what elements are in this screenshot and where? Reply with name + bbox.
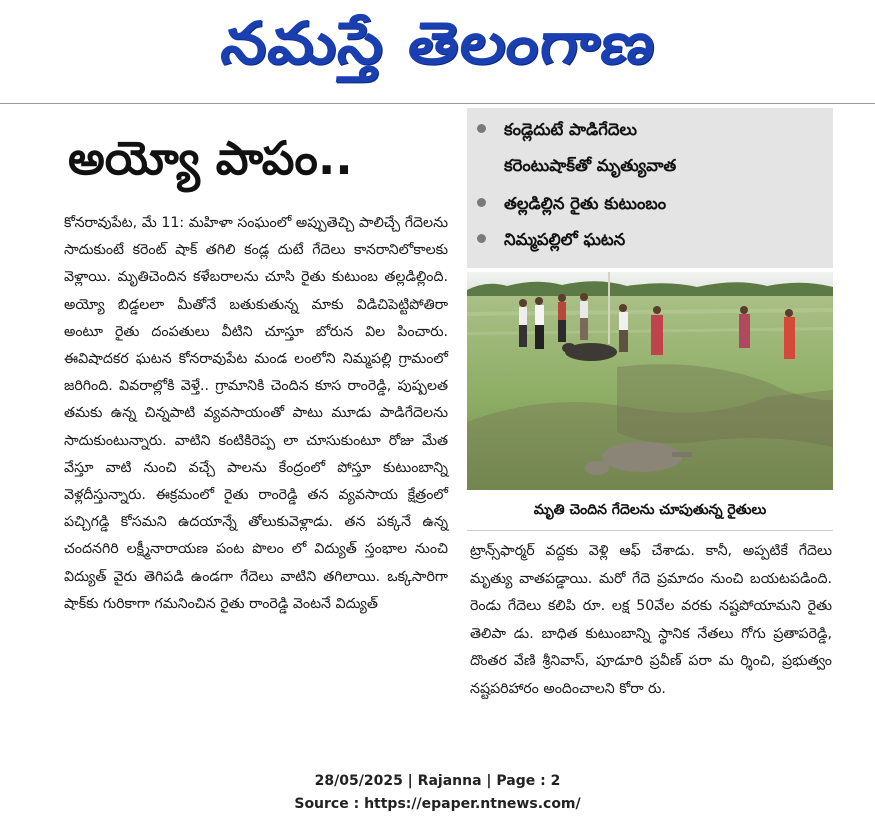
- highlight-text-continued: కరెంటుషాక్‌తో మృత్యువాత: [504, 156, 677, 175]
- newspaper-logo: నమస్తే తెలంగాణ: [217, 8, 660, 77]
- highlight-text: నిమ్మపల్లిలో ఘటన: [504, 230, 626, 249]
- footer-source-link[interactable]: Source : https://epaper.ntnews.com/: [294, 796, 581, 812]
- photo-caption-box: [467, 492, 833, 531]
- article-body-right-column: [470, 538, 832, 703]
- highlight-item: [477, 120, 637, 143]
- highlight-text: తల్లడిల్లిన రైతు కుటుంబం: [504, 194, 667, 213]
- highlight-item: [477, 230, 625, 253]
- article-headline: అయ్యో పాపం..: [68, 131, 353, 185]
- page-footer: [0, 770, 875, 816]
- masthead: [0, 0, 875, 100]
- bullet-icon: [477, 124, 486, 133]
- field-scene-image: [467, 272, 833, 490]
- bullet-icon: [477, 234, 486, 243]
- article-paragraph: కోనరావుపేట, మే 11: మహిళా సంఘంలో అప్పుతెచ్చి పాలిచ్చే గేదెలను సాదుకుంటే కరెంట్ షాక్ తగిలి కండ్ల దుటే గేదెలు కానరానిలోకాలకు వెళ్లాయి. మృతిచెందిన కళేబరాలను చూసి రైతు కుటుంబ తల్లడిల్లింది. అయ్యో బిడ్డలలా మీతోనే బతుకుతున్న మాకు విడిచిపెట్టిపోతిరా అంటూ రైతు దంపతులు వీటిని చూస్తూ బోరున విల పించారు. ఈవిషాదకర ఘటన కోనరావుపేట మండ లంలోని నిమ్మపల్లి గ్రామంలో జరిగింది. వివరాల్లోకి వెళ్తే.. గ్రామానికి చెందిన కూస రాంరెడ్డి, పుష్పలత తమకు ఉన్న చిన్నపాటి వ్యవసాయంతో పాటు మూడు పాడిగేదెలను సాదుకుంటున్నారు. వాటిని కంటికిరెప్ప లా చూసుకుంటూ రోజు మేత వేస్తూ వాటి నుంచి వచ్చే పాలను కేంద్రంలో పోస్తూ కుటుంబాన్ని వెళ్లదీస్తున్నారు. ఈక్రమంలో రైతు రాంరెడ్డి తన వ్యవసాయ క్షేత్రంలో పచ్చిగడ్డి కోసమని ఉదయాన్నే తోలుకువెళ్లాడు. తన పక్కనే ఉన్న చందనగిరి లక్ష్మీనారాయణ పంట పొలం లో విద్యుత్ స్తంభాల నుంచి విద్యుత్ వైరు తెగిపడి ఉండగా గేదెలు వాటిని తగిలాయి. ఒక్కసారిగా షాక్‌కు గురికాగా గమనించిన రైతు రాంరెడ్డి వెంటనే విద్యుత్: [64, 215, 448, 612]
- footer-date-edition: 28/05/2025 | Rajanna | Page : 2: [314, 773, 561, 789]
- highlight-text: కండ్లెదుటే పాడిగేదెలు: [504, 120, 637, 139]
- bullet-icon: [477, 198, 486, 207]
- masthead-divider: [0, 103, 875, 104]
- article-paragraph: ట్రాన్స్‌ఫార్మర్ వద్దకు వెళ్లి ఆఫ్ చేశాడు. కానీ, అప్పటికే గేదెలు మృత్యు వాతపడ్డాయి. మరో గేదె ప్రమాదం నుంచి బయటపడింది. రెండు గేదెలు కలిపి రూ. లక్ష 50వేల వరకు నష్టపోయామని రైతు తెలిపా డు. బాధిత కుటుంబాన్ని స్థానిక నేతలు గోగు ప్రతాపరెడ్డి, దొంతర వేణి శ్రీనివాస్, పూడూరి ప్రవీణ్ పరా మ ర్శించి, ప్రభుత్వం నష్టపరిహారం అందించాలని కోరా రు.: [470, 543, 832, 697]
- news-photo: [467, 272, 833, 490]
- highlights-box: [467, 108, 833, 268]
- photo-caption: మృతి చెందిన గేదెలను చూపుతున్న రైతులు: [533, 501, 767, 518]
- article-body-left-column: [64, 210, 448, 618]
- highlight-item: [477, 194, 666, 217]
